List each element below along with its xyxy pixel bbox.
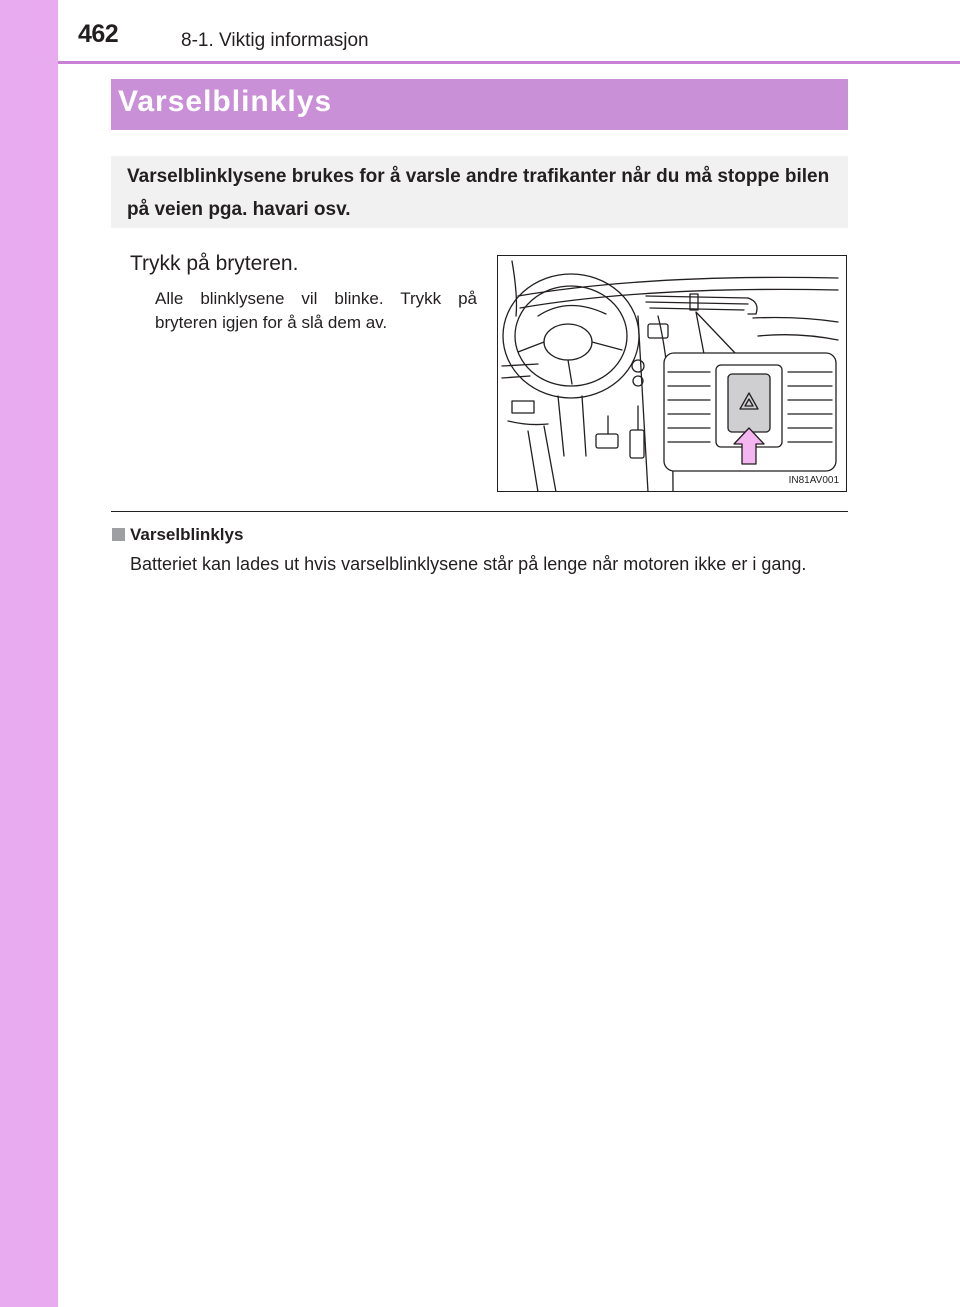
title-bar [111,79,848,130]
page-number: 462 [78,20,119,48]
side-strip [0,0,58,1307]
note-body: Batteriet kan lades ut hvis varselblinklysene står på lenge når motoren ikke er i gang. [130,554,807,574]
section-label: 8-1. Viktig informasjon [181,30,369,51]
intro-box [111,156,848,228]
figure-code: IN81AV001 [788,475,839,486]
section-divider [111,511,848,512]
step-title: Trykk på bryteren. [130,252,299,275]
square-bullet-icon [112,528,125,541]
header-divider [58,61,960,64]
intro-text: Varselblinklysene brukes for å varsle andre trafikanter når du må stoppe bilen på veien pga. havari osv. [127,166,830,220]
note-heading: Varselblinklys [130,525,244,544]
step-description: Alle blinklysene vil blinke. Trykk på bryteren igjen for å slå dem av. [155,289,477,332]
dashboard-drawing [498,256,847,492]
dashboard-illustration [497,255,847,492]
page-title: Varselblinklys [118,85,333,118]
